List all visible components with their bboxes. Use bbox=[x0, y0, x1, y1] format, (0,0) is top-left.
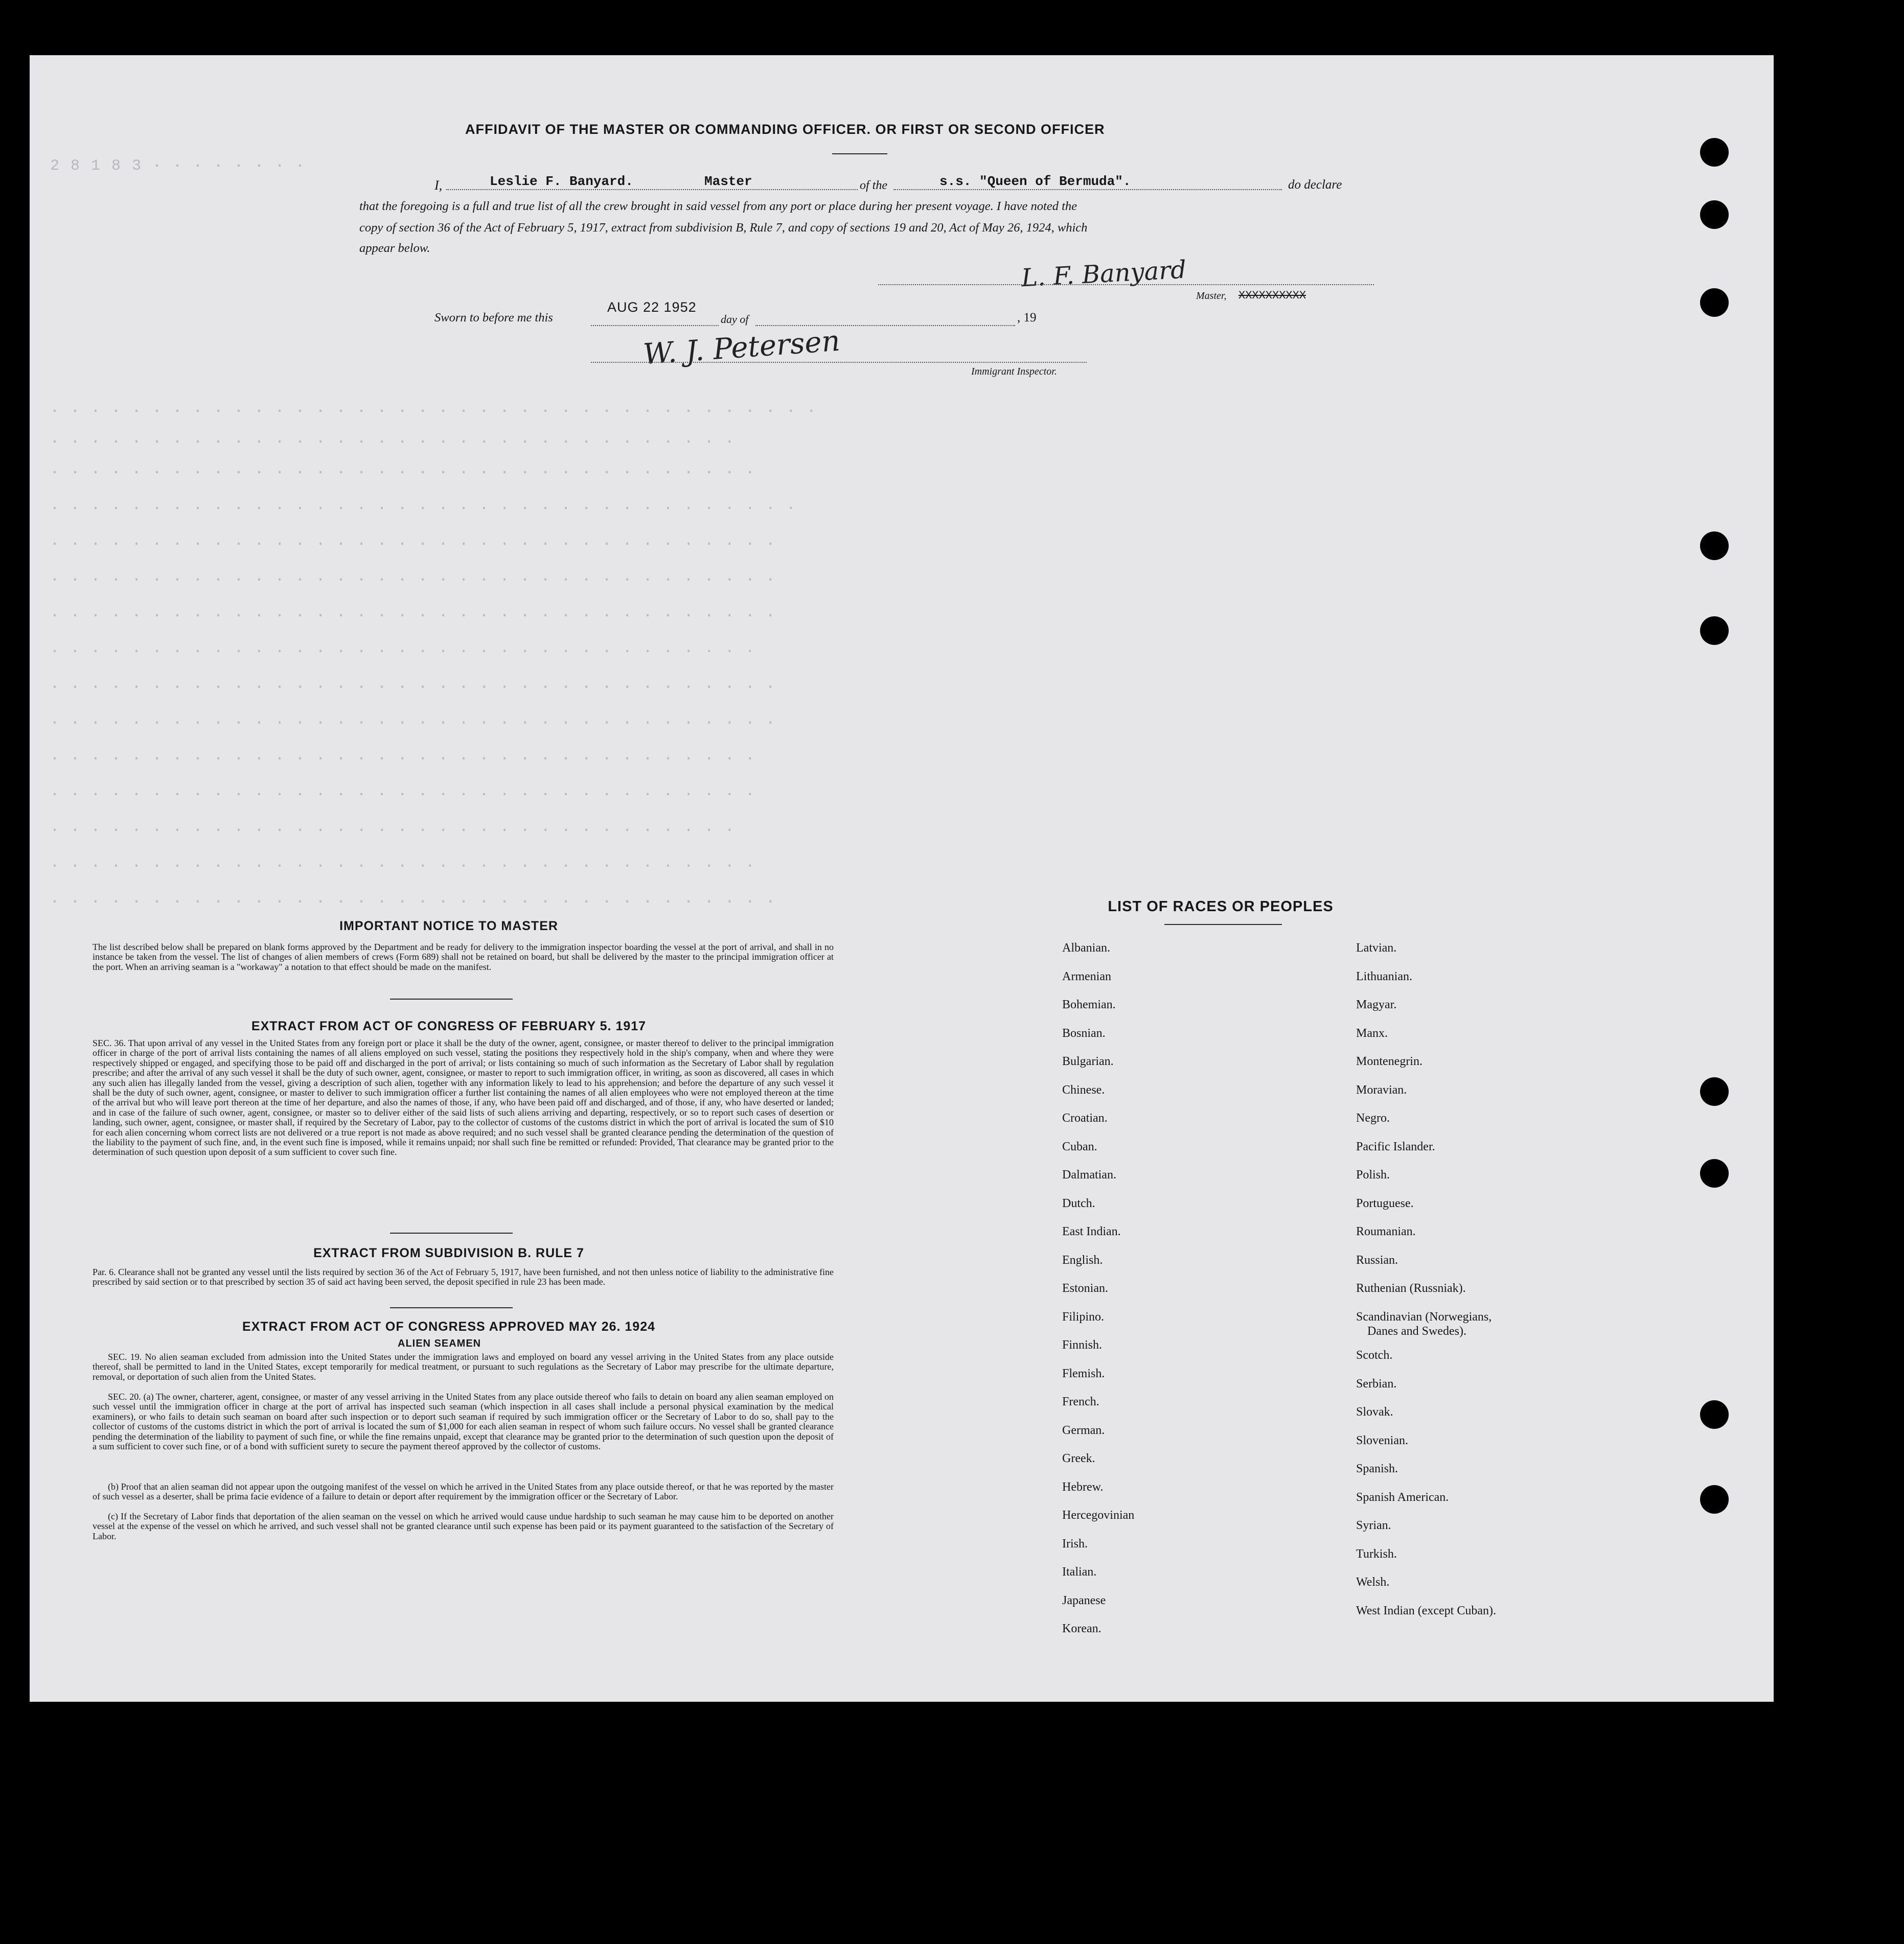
race-item: Finnish. bbox=[1062, 1338, 1103, 1352]
race-item: Negro. bbox=[1356, 1112, 1390, 1125]
race-item: Spanish American. bbox=[1356, 1490, 1449, 1504]
sworn-label: Sworn to before me this bbox=[434, 311, 553, 325]
race-item: Flemish. bbox=[1062, 1367, 1105, 1380]
punch-hole bbox=[1700, 1077, 1729, 1106]
punch-hole bbox=[1700, 531, 1729, 560]
race-item: Armenian bbox=[1062, 969, 1111, 983]
race-item: Russian. bbox=[1356, 1253, 1398, 1267]
race-item: Syrian. bbox=[1356, 1519, 1391, 1532]
master-rank: Master bbox=[704, 174, 752, 189]
race-item: West Indian (except Cuban). bbox=[1356, 1604, 1496, 1617]
extract-1924-sec19: SEC. 19. No alien seaman excluded from admission into the United States under the immigration laws and employed on board any vessel arriving in the United States from any place outside thereof, shall be permitted to land in the United States, except temporarily for medical treatment, or pursuant to such regulations as the Secretary of Labor may prescribe for the ultimate departure, removal, or deportation of such alien from the United States. bbox=[93, 1352, 834, 1382]
month-line bbox=[755, 325, 1015, 326]
punch-hole bbox=[1700, 200, 1729, 229]
notice-body: The list described below shall be prepared on blank forms approved by the Department and be ready for delivery to the immigration inspector boarding the vessel at the port of arrival, and shall in no instance be taken from the vessel. The list of changes of alien members of crews (Form 689) shall not be retained on board, but shall be delivered by the master to the principal immigration officer at the port. When an arriving seaman is a "workaway" a notation to that effect should be made on the manifest. bbox=[93, 942, 834, 972]
extract-1924-title: EXTRACT FROM ACT OF CONGRESS APPROVED MAY 26. 1924 bbox=[242, 1320, 656, 1334]
race-item: Hebrew. bbox=[1062, 1480, 1104, 1494]
race-item: Magyar. bbox=[1356, 998, 1397, 1011]
document-page: 2 8 1 8 3 · · · · · · · · · · · · · · · · · · · · · · · · · · · · · · · · · · · · · · · · · · · · · · · · · · · · · · · · · · · · · · · · · · · · · · · · · · · · · · · · · · · · · · · · · · · · · · · · · · · · · · · · · · · · · · · · · · · · · · · · · · · · · · · · · · · · · · · · · · · · · · · · · · · · · · · · · · · · · · · · · · · · · · · · · · · · · · · · · · · · · · · · · · · · · · · · · · · · · · · · · · · · · · · · · · · · · · · · · · · · · · · · · · · · · · · · · · · · · · · · · · · · · · · · · · · · · · · · · · · · · · · · · · · · · · · · · · · · · · · · · · · · · · · · · · · · · · · · · · · · · · · · · · · · · · · · · · · · · · · · · · · · · · · · · · · · · · · · · · · · · · · · · · · · · · · · · · · · · · · · · · · · · · · · · · · · · · · · · · · · · · · · · · · · · · · · · · · · · · · · · · · · · · · · · · · · · · · · · · · · · · · · · · · · · · · · · · · · · · · · · · · · · · · · · · · · · · · · · · · · · · · · · · · · · · · · · · · · · · · · · · · · · · · · · · · · · · · · · · · · · · · · · · · · · · · · · · · · · · · · · · · · · · · · · · · · · · · · · · · · · · AFFIDAVIT OF THE MASTER OR COMMANDING OFFICER. OR FIRST OR SECOND OFFICER I, Leslie F. Banyard. Master of the s.s. "Queen of Bermuda". do declare that the foregoing is a full and true list of all the crew brought in said vessel from any port or place during her present voyage. I have noted the copy of section 36 of the Act of February 5, 1917, extract from subdivision B, Rule 7, and copy of sections 19 and 20, Act of May 26, 1924, which appear below. L. F. Banyard Master, XXXXXXXXXX Sworn to before me this AUG 22 1952 day of , 19 W. J. Petersen Immigrant Inspector. IMPORTANT NOTICE TO MASTER The list described below shall be prepared on blank forms approved by the Department and be ready for delivery to the immigration inspector boarding the vessel at the port of arrival, and shall in no instance be taken from the vessel. The list of changes of alien members of crews (Form 689) shall not be retained on board, but shall be delivered by the master to the principal immigration officer at the port. When an arriving seaman is a "workaway" a notation to that effect should be made on the manifest. EXTRACT FROM ACT OF CONGRESS OF FEBRUARY 5. 1917 SEC. 36. That upon arrival of any vessel in the United States from any foreign port or place it shall be the duty of the owner, agent, consignee, or master thereof to deliver to the principal immigration officer in charge of the port of arrival lists containing the names of all aliens employed on such vessel, stating the positions they respectively hold in the ship's company, when and where they were respectively shipped or engaged, and specifying those to be paid off and discharged in the port of arrival; or lists containing so much of such information as the Secretary of Labor shall by regulation prescribe; and after the arrival of any such vessel it shall be the duty of such owner, agent, consignee, or master to report to such immigration officer, in writing, as soon as discovered, all cases in which any such alien has illegally landed from the vessel, giving a description of such alien, together with any information likely to lead to his apprehension; and before the departure of any such vessel it shall be the duty of such owner, agent, consignee, or master to deliver to such immigration officer a further list containing the names of all alien employees who were not employed thereon at the time of the arrival but who will leave port thereon at the time of her departure, and also the names of those, if any, who have been paid off and discharged, and of those, if any, who have deserted or landed; and in case of the failure of such owner, agent, consignee, or master so to deliver either of the said lists of such aliens arriving and departing, respectively, or so to report such cases of desertion or landing, such owner, agent, consignee, or master shall, if required by the Secretary of Labor, pay to the collector of customs of the customs district in which the port of arrival is located the sum of $10 for each alien concerning whom correct lists are not delivered or a true report is not made as above required; and no such vessel shall be granted clearance pending the determination of the question of the liability to the payment of such fine, and, in the event such fine is imposed, while it remains unpaid; nor shall such fine be remitted or refunded: Provided, That clearance may be granted prior to the determination of such question upon deposit of a sum sufficient to cover such fine. EXTRACT FROM SUBDIVISION B. RULE 7 Par. 6. Clearance shall not be granted any vessel until the lists required by section 36 of the Act of February 5, 1917, have been furnished, and not then unless notice of liability to the administrative fine prescribed by said section or to that prescribed by section 35 of said act having been served, the deposit specified in rule 23 has been made. EXTRACT FROM ACT OF CONGRESS APPROVED MAY 26. 1924 ALIEN SEAMEN SEC. 19. No alien seaman excluded from admission into the United States under the immigration laws and employed on board any vessel arriving in the United States from any place outside thereof, shall be permitted to land in the United States, except temporarily for medical treatment, or pursuant to such regulations as the Secretary of Labor may prescribe for the ultimate departure, removal, or deportation of such alien from the United States. SEC. 20. (a) The owner, charterer, agent, consignee, or master of any vessel arriving in the United States from any place outside thereof who fails to detain on board any alien seaman employed on such vessel until the immigration officer in charge at the port of arrival has inspected such seaman (which inspection in all cases shall include a personal physical examination by the medical examiners), or who fails to detain such seaman on board after such inspection or to deport such seaman if required by such immigration officer or the Secretary of Labor to do so, shall pay to the collector of customs of the customs district in which the port of arrival is located the sum of $1,000 for each alien seaman in respect of whom such failure occurs. No vessel shall be granted clearance pending the determination of the liability to payment of such fine, or while the fine remains unpaid, except that clearance may be granted prior to the determination of such question upon the deposit of a sum sufficient to cover such fine, or of a bond with sufficient surety to secure the payment thereof approved by the collector of customs. (b) Proof that an alien seaman did not appear upon the outgoing manifest of the vessel on which he arrived in the United States from any place outside thereof, or that he was reported by the master of such vessel as a deserter, shall be prima facie evidence of a failure to detain or deport after requirement by the immigration officer or the Secretary of Labor. (c) If the Secretary of Labor finds that deportation of the alien seaman on the vessel on which he arrived would cause undue hardship to such seaman he may cause him to be deported on another vessel at the expense of the vessel on which he arrived, and such vessel shall not be granted clearance until such expense has been paid or its payment guaranteed to the satisfaction of the Secretary of Labor. LIST OF RACES OR PEOPLES Albanian. Armenian Bohemian. Bosnian. Bulgarian. Chinese. Croatian. Cuban. Dalmatian. Dutch. East Indian. English. Estonian. Filipino. Finnish. Flemish. French. German. Greek. Hebrew. Hercegovinian Irish. Italian. Japanese Korean. Latvian. Lithuanian. Magyar. Manx. Montenegrin. Moravian. Negro. Pacific Islander. Polish. Portuguese. Roumanian. Russian. Ruthenian (Russniak). Scandinavian (Norwegians, Danes and Swedes). Scotch. Serbian. Slovak. Slovenian. Spanish. Spanish American. Syrian. Turkish. Welsh. West Indian (except Cuban). bbox=[30, 55, 1774, 1702]
punch-hole bbox=[1700, 1485, 1729, 1514]
race-item: Scandinavian (Norwegians, bbox=[1356, 1310, 1492, 1324]
divider-2 bbox=[390, 1233, 513, 1234]
race-item: Dutch. bbox=[1062, 1196, 1095, 1210]
extract-rule7-body: Par. 6. Clearance shall not be granted any vessel until the lists required by section 36 of the Act of February 5, 1917, have been furnished, and not then unless notice of liability to the administrative fine prescribed by said section or to that prescribed by section 35 of said act having been served, the deposit specified in rule 23 has been made. bbox=[93, 1267, 834, 1287]
race-item: Ruthenian (Russniak). bbox=[1356, 1282, 1466, 1295]
race-item: Portuguese. bbox=[1356, 1196, 1414, 1210]
notice-title: IMPORTANT NOTICE TO MASTER bbox=[339, 919, 558, 933]
race-item: Lithuanian. bbox=[1356, 969, 1412, 983]
declaration-line-3: appear below. bbox=[359, 241, 430, 255]
master-name-line bbox=[446, 189, 858, 190]
declaration-line-1: that the foregoing is a full and true list of all the crew brought in said vessel from any port or place during her present voyage. I have noted the bbox=[359, 199, 1077, 213]
race-item: Bosnian. bbox=[1062, 1026, 1106, 1040]
affidavit-title: AFFIDAVIT OF THE MASTER OR COMMANDING OFFICER. OR FIRST OR SECOND OFFICER bbox=[465, 122, 1105, 137]
extract-1917-title: EXTRACT FROM ACT OF CONGRESS OF FEBRUARY 5. 1917 bbox=[251, 1019, 647, 1033]
struck-text: XXXXXXXXXX bbox=[1238, 289, 1306, 302]
extract-rule7-title: EXTRACT FROM SUBDIVISION B. RULE 7 bbox=[313, 1246, 584, 1260]
race-item: Scotch. bbox=[1356, 1349, 1393, 1362]
inspector-signature-line bbox=[591, 362, 1087, 363]
race-item: Hercegovinian bbox=[1062, 1509, 1135, 1522]
race-item: Chinese. bbox=[1062, 1083, 1105, 1097]
inspector-label: Immigrant Inspector. bbox=[971, 366, 1057, 377]
race-item: Italian. bbox=[1062, 1565, 1097, 1579]
declaration-line-2: copy of section 36 of the Act of February 5, 1917, extract from subdivision B, Rule 7, and copy of sections 19 and 20, Act of May 26, 1924, which bbox=[359, 221, 1088, 235]
extract-1924-sec20b: (b) Proof that an alien seaman did not appear upon the outgoing manifest of the vessel on which he arrived in the United States from any place outside thereof, or that he was reported by the master of such vessel as a deserter, shall be prima facie evidence of a failure to detain or deport after requirement by the immigration officer or the Secretary of Labor. bbox=[93, 1482, 834, 1502]
race-item: Bohemian. bbox=[1062, 998, 1116, 1011]
race-item: Slovenian. bbox=[1356, 1433, 1408, 1447]
race-item: Korean. bbox=[1062, 1622, 1102, 1635]
affidavit-i-label: I, bbox=[434, 178, 443, 193]
extract-1917-body: SEC. 36. That upon arrival of any vessel in the United States from any foreign port or place it shall be the duty of the owner, agent, consignee, or master thereof to deliver to the principal immigration officer in charge of the port of arrival lists containing the names of all aliens employed on such vessel, stating the positions they respectively hold in the ship's company, when and where they were respectively shipped or engaged, and specifying those to be paid off and discharged in the port of arrival; or lists containing so much of such information as the Secretary of Labor shall by regulation prescribe; and after the arrival of any such vessel it shall be the duty of such owner, agent, consignee, or master to report to such immigration officer, in writing, as soon as discovered, all cases in which any such alien has illegally landed from the vessel, giving a description of such alien, together with any information likely to lead to his apprehension; and before the departure of any such vessel it shall be the duty of such owner, agent, consignee, or master to deliver to such immigration officer a further list containing the names of all alien employees who were not employed thereon at the time of the arrival but who will leave port thereon at the time of her departure, and also the names of those, if any, who have been paid off and discharged, and of those, if any, who have deserted or landed; and in case of the failure of such owner, agent, consignee, or master so to deliver either of the said lists of such aliens arriving and departing, respectively, or so to report such cases of desertion or landing, such owner, agent, consignee, or master shall, if required by the Secretary of Labor, pay to the collector of customs of the customs district in which the port of arrival is located the sum of $10 for each alien concerning whom correct lists are not delivered or a true report is not made as above required; and no such vessel shall be granted clearance pending the determination of the question of the liability to the payment of such fine, and, in the event such fine is imposed, while it remains unpaid; nor shall such fine be remitted or refunded: Provided, That clearance may be granted prior to the determination of such question upon deposit of a sum sufficient to cover such fine. bbox=[93, 1038, 834, 1158]
inspector-signature: W. J. Petersen bbox=[642, 324, 841, 372]
race-item: Dalmatian. bbox=[1062, 1168, 1116, 1182]
race-item: Japanese bbox=[1062, 1593, 1106, 1607]
vessel-name-line bbox=[893, 189, 1282, 190]
sworn-date-line bbox=[591, 325, 719, 326]
race-item: Spanish. bbox=[1356, 1462, 1398, 1475]
race-item: French. bbox=[1062, 1395, 1099, 1408]
race-item: Danes and Swedes). bbox=[1367, 1324, 1466, 1338]
race-item: Filipino. bbox=[1062, 1310, 1105, 1324]
race-item: Roumanian. bbox=[1356, 1225, 1416, 1238]
race-item: Manx. bbox=[1356, 1026, 1388, 1040]
day-of-label: day of bbox=[721, 313, 749, 326]
extract-1924-subtitle: ALIEN SEAMEN bbox=[398, 1338, 481, 1349]
race-item: Irish. bbox=[1062, 1537, 1088, 1550]
race-item: Serbian. bbox=[1356, 1377, 1397, 1391]
master-signature: L. F. Banyard bbox=[1020, 255, 1187, 293]
year-prefix: , 19 bbox=[1017, 311, 1037, 325]
master-sign-label: Master, bbox=[1196, 290, 1227, 302]
of-the-label: of the bbox=[860, 179, 887, 192]
race-item: Estonian. bbox=[1062, 1282, 1108, 1295]
race-item: Montenegrin. bbox=[1356, 1055, 1423, 1068]
do-declare-label: do declare bbox=[1288, 178, 1342, 192]
race-item: Croatian. bbox=[1062, 1112, 1108, 1125]
vessel-name: s.s. "Queen of Bermuda". bbox=[939, 174, 1131, 189]
punch-hole bbox=[1700, 138, 1729, 167]
punch-hole bbox=[1700, 616, 1729, 645]
punch-hole bbox=[1700, 288, 1729, 317]
sworn-date-stamp: AUG 22 1952 bbox=[607, 299, 697, 315]
race-item: Greek. bbox=[1062, 1452, 1095, 1465]
race-item: East Indian. bbox=[1062, 1225, 1121, 1238]
master-signature-line bbox=[878, 284, 1374, 285]
race-item: Albanian. bbox=[1062, 941, 1110, 955]
race-item: German. bbox=[1062, 1423, 1105, 1437]
extract-1924-sec20c: (c) If the Secretary of Labor finds that deportation of the alien seaman on the vessel on which he arrived would cause undue hardship to such seaman he may cause him to be deported on another vessel at the expense of the vessel on which he arrived, and such vessel shall not be granted clearance until such expense has been paid or its payment guaranteed to the satisfaction of the Secretary of Labor. bbox=[93, 1511, 834, 1541]
divider-1 bbox=[390, 999, 513, 1000]
race-item: Latvian. bbox=[1356, 941, 1397, 955]
race-item: Welsh. bbox=[1356, 1576, 1390, 1589]
race-item: Bulgarian. bbox=[1062, 1055, 1114, 1068]
races-title: LIST OF RACES OR PEOPLES bbox=[1108, 898, 1334, 915]
punch-hole bbox=[1700, 1400, 1729, 1429]
race-item: Cuban. bbox=[1062, 1140, 1097, 1153]
race-item: Pacific Islander. bbox=[1356, 1140, 1435, 1153]
title-underline bbox=[832, 153, 887, 154]
extract-1924-sec20a: SEC. 20. (a) The owner, charterer, agent, consignee, or master of any vessel arriving in the United States from any place outside thereof who fails to detain on board any alien seaman employed on such vessel until the immigration officer in charge at the port of arrival has inspected such seaman (which inspection in all cases shall include a personal physical examination by the medical examiners), or who fails to detain such seaman on board after such inspection or to deport such seaman if required by such immigration officer or the Secretary of Labor to do so, shall pay to the collector of customs of the customs district in which the port of arrival is located the sum of $1,000 for each alien seaman in respect of whom such failure occurs. No vessel shall be granted clearance pending the determination of the liability to payment of such fine, or while the fine remains unpaid, except that clearance may be granted prior to the determination of such question upon the deposit of a sum sufficient to cover such fine, or of a bond with sufficient surety to secure the payment thereof approved by the collector of customs. bbox=[93, 1392, 834, 1452]
punch-hole bbox=[1700, 1159, 1729, 1188]
divider-3 bbox=[390, 1307, 513, 1308]
race-item: Slovak. bbox=[1356, 1405, 1393, 1419]
race-item: English. bbox=[1062, 1253, 1103, 1267]
race-item: Polish. bbox=[1356, 1168, 1390, 1182]
race-item: Turkish. bbox=[1356, 1547, 1397, 1561]
race-item: Moravian. bbox=[1356, 1083, 1407, 1097]
master-name: Leslie F. Banyard. bbox=[490, 174, 633, 189]
races-title-underline bbox=[1164, 924, 1282, 925]
